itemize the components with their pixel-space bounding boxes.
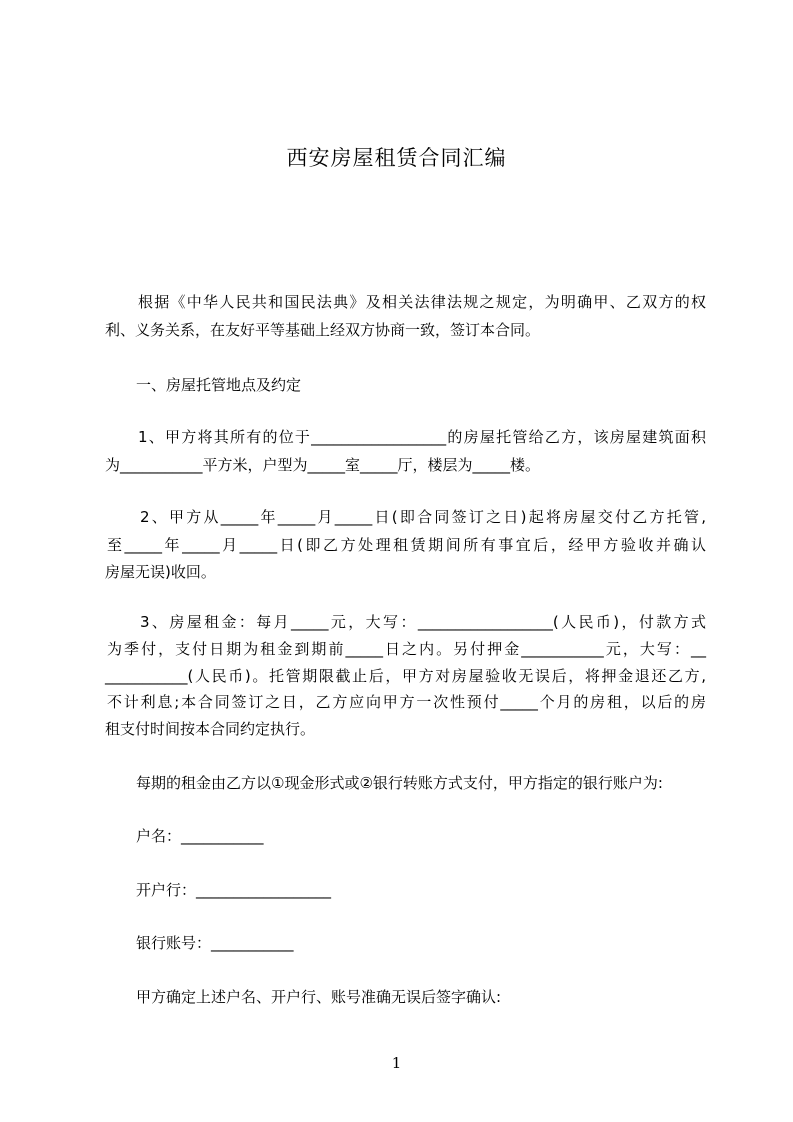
clause-3-line-3: ___________(人民币)。托管期限截止后，甲方对房屋验收无误后，将押金退还乙方, [105,667,706,685]
payment-method: 每期的租金由乙方以①现金形式或②银行转账方式支付，甲方指定的银行账户为: [136,774,663,792]
confirmation-statement: 甲方确定上述户名、开户行、账号准确无误后签字确认: [136,988,502,1006]
document-title: 西安房屋租赁合同汇编 [286,146,507,170]
page-number: 1 [391,1054,402,1072]
clause-3-line-2: 为季付，支付日期为租金到期前_____日之内。另付押金___________元，大写：__ [107,640,706,658]
clause-2-line-3: 房屋无误)收回。 [105,563,216,581]
clause-2-line-2: 至_____年_____月_____日(即乙方处理租赁期间所有事宜后，经甲方验收并确认 [107,536,706,554]
clause-3-line-1: 3、房屋租金：每月_____元，大写：__________________(人民币)，付款方式 [140,613,706,631]
account-number-field: 银行账号：___________ [136,934,294,952]
section-1-heading: 一、房屋托管地点及约定 [136,376,302,394]
intro-line-1: 根据《中华人民共和国民法典》及相关法律法规之规定，为明确甲、乙双方的权 [138,293,706,311]
account-name-field: 户名：___________ [136,827,264,845]
clause-1-line-1: 1、甲方将其所有的位于__________________的房屋托管给乙方，该房屋建筑面积 [138,428,706,446]
clause-3-line-4: 不计利息;本合同签订之日，乙方应向甲方一次性预付_____个月的房租，以后的房 [107,693,706,711]
clause-3-line-5: 租支付时间按本合同约定执行。 [105,720,316,738]
clause-1-line-2: 为___________平方米，户型为_____室_____厅，楼层为_____楼。 [105,456,541,474]
clause-2-line-1: 2、甲方从_____年_____月_____日(即合同签订之日)起将房屋交付乙方托管, [140,508,706,526]
bank-field: 开户行：__________________ [136,881,332,899]
intro-line-2: 利、义务关系，在友好平等基础上经双方协商一致，签订本合同。 [105,321,541,339]
